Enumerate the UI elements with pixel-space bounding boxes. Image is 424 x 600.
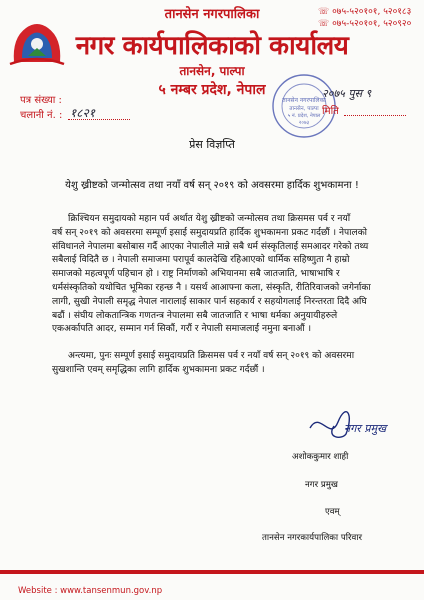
- body-paragraph-2: [52, 350, 397, 378]
- para1-line: बढौं । संघीय लोकतान्त्रिक गणतन्त्र नेपालमा सबै जातजाति र भाषा धर्मका अनुयायीहरुले: [52, 310, 338, 321]
- province-name: ५ नम्बर प्रदेश, नेपाल: [158, 82, 266, 98]
- letter-date: २०७५ पुस ९: [322, 87, 372, 100]
- document-subject: येशु ख्रीष्टको जन्मोत्सव तथा नयाँ वर्ष सन् २०१९ को अवसरमा हार्दिक शुभकामना !: [65, 180, 359, 191]
- para1-line: एकअर्कापति आदर, सम्मान गर्न सिकौं, गरौं र नेपाली समाजलाई नमुना बनाऔं ।: [52, 324, 312, 335]
- municipality-name: तानसेन नगरपालिका: [164, 7, 260, 22]
- organization-family: तानसेन नगरकार्यपालिका परिवार: [262, 533, 362, 543]
- signatory-position: नगर प्रमुख: [305, 480, 338, 490]
- para1-line: संविधानले नेपालमा बसोबास गर्दै आएका नेपालीले मान्ने सबै धर्म संस्कृतिलाई समआदर गरेको तथ्य: [52, 241, 369, 252]
- office-name: नगर कार्यपालिकाको कार्यालय: [75, 31, 349, 61]
- stamp-text-2: तानसेन, पाल्पा: [289, 106, 319, 112]
- para1-line: लागी, सुखी नेपाली समृद्ध नेपाल नाराला‌ई साकार पार्न सहकार्य र सहयोगलाई निरन्तरता दिदै अघि: [52, 296, 367, 307]
- chalani-dotted-line: [68, 118, 130, 120]
- body-paragraph-1: [52, 213, 397, 337]
- para1-line: सबैलाई विदितै छ । नेपाली समाजमा परापूर्व कालदेखि रहिआएको धार्मिक सहिष्णुता नै हाम्रो: [52, 255, 350, 266]
- para2-line: सुखशान्ति एवम् समृद्धिका लागि हार्दिक शुभकामना प्रकट गर्दछौं ।: [52, 364, 265, 375]
- stamp-text-1: तानसेन नगरपालिका: [282, 97, 326, 104]
- footer-divider: [0, 570, 424, 574]
- office-address: तानसेन, पाल्पा: [179, 64, 245, 78]
- chalani-number: १८२१: [70, 106, 95, 120]
- phone-number-2: ☏ ०७५-५२०१०१, ५२०९२०: [318, 19, 412, 29]
- para1-line: क्रिश्चियन समुदायको महान पर्व अर्थात येशु ख्रीष्टको जन्मोत्सव तथा क्रिसमस पर्व र नयाँ: [68, 214, 351, 224]
- para1-line: धर्मसंस्कृतिको यथोचित भूमिका रहन्छ नै । यसर्थ आआफ्ना कला, संस्कृति, रीतिरिवाजको जगेर्नाका: [52, 282, 371, 293]
- patra-sankhya-label: पत्र संख्या :: [20, 95, 62, 106]
- signature-scribble-icon: [306, 408, 416, 444]
- signature-text: नगर प्रमुख: [344, 422, 387, 435]
- para1-line: वर्ष सन् २०१९ को अवसरमा सम्पूर्ण इसाई समुदायप्रति हार्दिक शुभकामना प्रकट गर्दछौं । नेपालको: [52, 227, 368, 238]
- chalani-label: चलानी नं. :: [20, 110, 63, 121]
- document-title: प्रेस विज्ञप्ति: [189, 138, 235, 151]
- miti-dotted-line: [344, 114, 406, 116]
- para2-line: अन्त्यमा, पुनः सम्पूर्ण इसाई समुदायप्रति क्रिसमस पर्व र नयाँ वर्ष सन् २०१९ को अवसरमा: [68, 351, 355, 361]
- miti-label: मिति: [322, 106, 339, 117]
- stamp-text-4: २०७३: [298, 120, 310, 126]
- para1-line: समाजको महत्वपूर्ण पहिचान हो । राष्ट्र निर्माणको अभियानमा सबै जातजाति, भाषाभाषि र: [52, 269, 340, 280]
- phone-number-1: ☏ ०७५-५२०१०१, ५२०१८३: [318, 7, 412, 17]
- conjunction-text: एवम्: [325, 507, 340, 517]
- signatory-name: अशोककुमार शाही: [292, 452, 349, 462]
- footer-website: Website : www.tansenmun.gov.np: [18, 586, 163, 596]
- stamp-text-3: ५ नं. प्रदेश, नेपाल: [287, 113, 321, 119]
